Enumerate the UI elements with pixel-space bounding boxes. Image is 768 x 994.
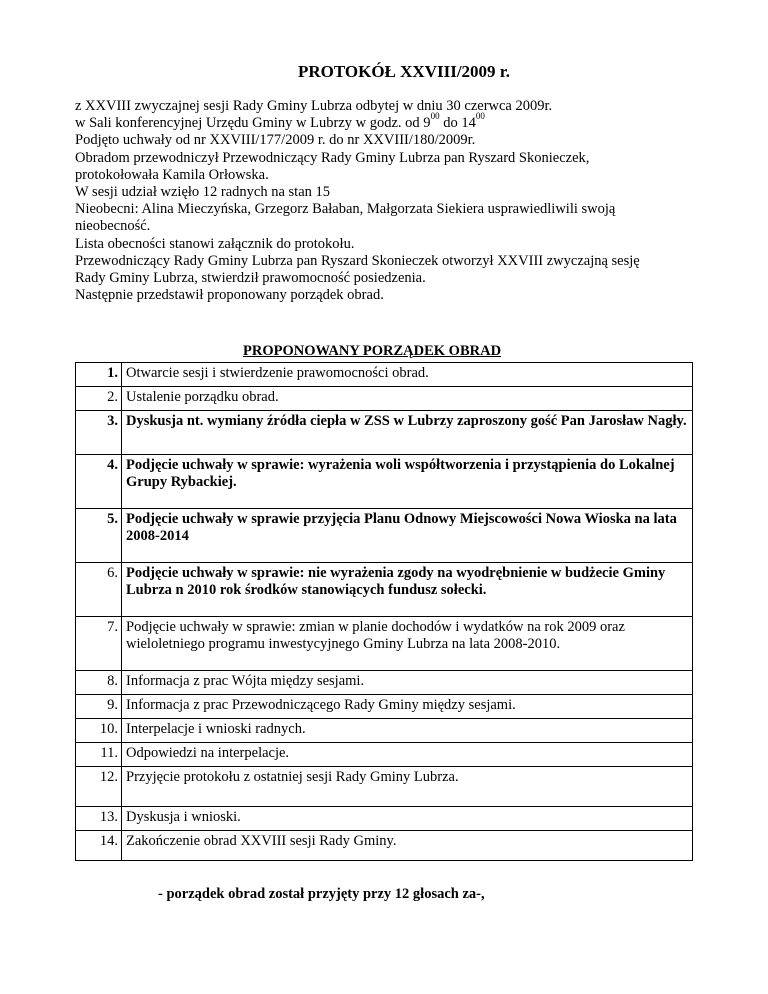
agenda-adopted-note: - porządek obrad został przyjęty przy 12 głosach za-, xyxy=(158,886,485,902)
agenda-heading: PROPONOWANY PORZĄDEK OBRAD xyxy=(243,343,502,359)
intro-line-hours: w Sali konferencyjnej Urzędu Gminy w Lubrzy w godz. od $9^{00}$ do $14^{00}$ xyxy=(75,111,485,132)
item-text: Odpowiedzi na interpelacje. xyxy=(122,743,693,767)
item-text: Interpelacje i wnioski radnych. xyxy=(122,719,693,743)
item-number: 4. xyxy=(76,455,122,509)
intro-paragraph xyxy=(75,98,695,304)
item-text: Podjęcie uchwały w sprawie: nie wyrażenia zgody na wyodrębnienie w budżecie Gminy Lubrza n 2010 rok środków stanowiących fundusz sołecki. xyxy=(122,563,693,617)
item-number: 5. xyxy=(76,509,122,563)
table-row xyxy=(76,807,693,831)
table-row xyxy=(76,719,693,743)
item-number: 2. xyxy=(76,387,122,411)
intro-line: Lista obecności stanowi załącznik do protokołu. xyxy=(75,235,355,252)
table-row xyxy=(76,411,693,455)
intro-line: Rady Gminy Lubrza, stwierdził prawomocność posiedzenia. xyxy=(75,270,426,287)
item-number: 7. xyxy=(76,617,122,671)
table-row xyxy=(76,509,693,563)
intro-line: Obradom przewodniczył Przewodniczący Rady Gminy Lubrza pan Ryszard Skonieczek, xyxy=(75,149,590,166)
table-row xyxy=(76,363,693,387)
item-number: 3. xyxy=(76,411,122,455)
item-text: Dyskusja nt. wymiany źródła ciepła w ZSS w Lubrzy zaproszony gość Pan Jarosław Nagły. xyxy=(122,411,693,455)
intro-line: protokołowała Kamila Orłowska. xyxy=(75,166,269,183)
table-row xyxy=(76,671,693,695)
item-number: 12. xyxy=(76,767,122,807)
item-text: Otwarcie sesji i stwierdzenie prawomocności obrad. xyxy=(122,363,693,387)
table-row xyxy=(76,831,693,861)
table-row xyxy=(76,767,693,807)
item-text: Przyjęcie protokołu z ostatniej sesji Rady Gminy Lubrza. xyxy=(122,767,693,807)
item-number: 8. xyxy=(76,671,122,695)
table-row xyxy=(76,743,693,767)
item-text: Dyskusja i wnioski. xyxy=(122,807,693,831)
item-number: 11. xyxy=(76,743,122,767)
table-row xyxy=(76,563,693,617)
item-number: 6. xyxy=(76,563,122,617)
item-text: Informacja z prac Wójta między sesjami. xyxy=(122,671,693,695)
item-text: Informacja z prac Przewodniczącego Rady Gminy między sesjami. xyxy=(122,695,693,719)
item-text: Ustalenie porządku obrad. xyxy=(122,387,693,411)
intro-line: z XXVIII zwyczajnej sesji Rady Gminy Lubrza odbytej w dniu 30 czerwca 2009r. xyxy=(75,98,553,114)
item-text: Zakończenie obrad XXVIII sesji Rady Gminy. xyxy=(122,831,693,861)
item-text: Podjęcie uchwały w sprawie przyjęcia Planu Odnowy Miejscowości Nowa Wioska na lata 2008-2014 xyxy=(122,509,693,563)
table-row xyxy=(76,387,693,411)
item-number: 10. xyxy=(76,719,122,743)
intro-line: Przewodniczący Rady Gminy Lubrza pan Ryszard Skonieczek otworzył XXVIII zwyczajną sesję xyxy=(75,252,640,269)
intro-line: nieobecność. xyxy=(75,218,151,235)
table-row xyxy=(76,695,693,719)
intro-line: Podjęto uchwały od nr XXVIII/177/2009 r. do nr XXVIII/180/2009r. xyxy=(75,132,476,149)
item-number: 9. xyxy=(76,695,122,719)
intro-line: Następnie przedstawił proponowany porządek obrad. xyxy=(75,287,384,304)
table-row xyxy=(76,455,693,509)
item-number: 13. xyxy=(76,807,122,831)
document-title: PROTOKÓŁ XXVIII/2009 r. xyxy=(297,62,511,81)
agenda-table xyxy=(75,362,693,861)
intro-line: Nieobecni: Alina Mieczyńska, Grzegorz Bałaban, Małgorzata Siekiera usprawiedliwili swoją xyxy=(75,201,616,218)
item-number: 14. xyxy=(76,831,122,861)
item-text: Podjęcie uchwały w sprawie: zmian w planie dochodów i wydatków na rok 2009 oraz wieloletniego programu inwestycyjnego Gminy Lubrza na lata 2008-2010. xyxy=(122,617,693,671)
item-number: 1. xyxy=(76,363,122,387)
table-row xyxy=(76,617,693,671)
intro-line: W sesji udział wzięło 12 radnych na stan 15 xyxy=(75,184,331,201)
item-text: Podjęcie uchwały w sprawie: wyrażenia woli współtworzenia i przystąpienia do Lokalnej Grupy Rybackiej. xyxy=(122,455,693,509)
